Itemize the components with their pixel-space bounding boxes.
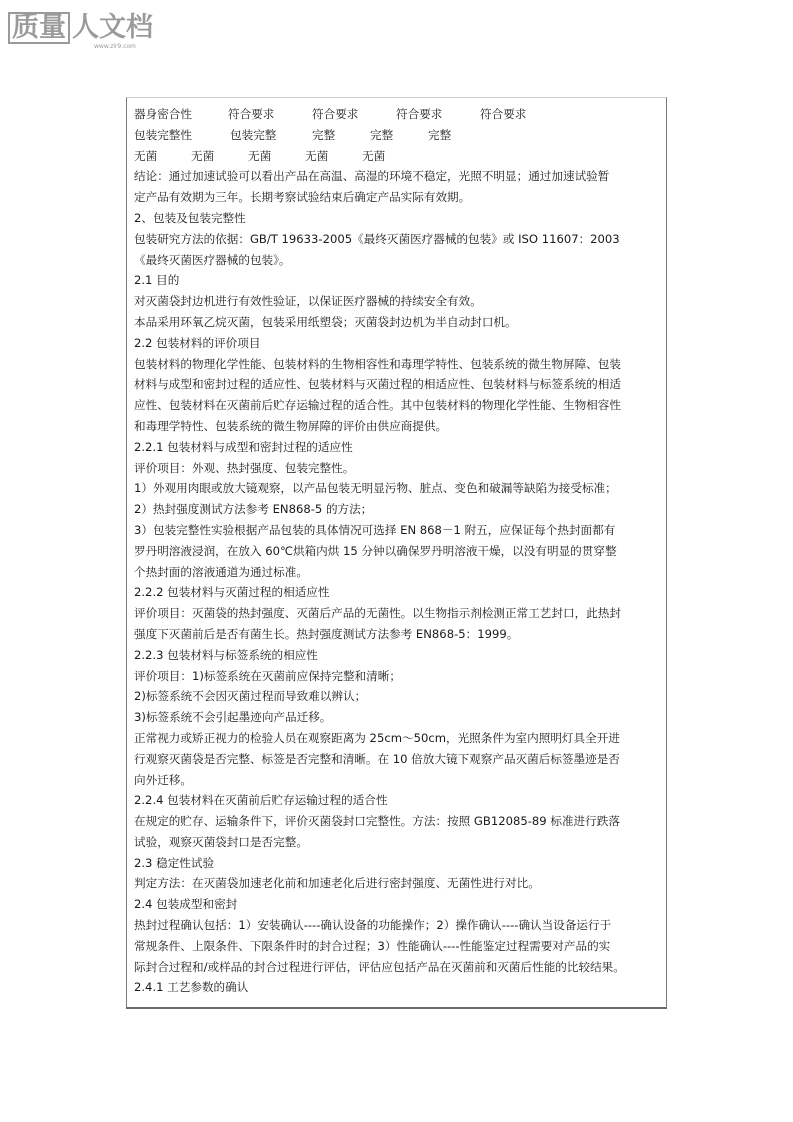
- text-line: 2.1 目的: [134, 273, 180, 288]
- table-cell: 完整: [370, 127, 394, 142]
- text-line: 2.2.2 包装材料与灭菌过程的相适应性: [134, 585, 330, 600]
- text-line: 评价项目：1)标签系统在灭菌前应保持完整和清晰；: [134, 668, 401, 683]
- text-line: 2、包装及包装完整性: [134, 210, 246, 225]
- table-cell: 无菌: [305, 148, 329, 163]
- table-row: [134, 104, 662, 125]
- text-line: 3)标签系统不会引起墨迹向产品迁移。: [134, 710, 332, 725]
- text-line: 在规定的贮存、运输条件下，评价灭菌袋封口完整性。方法：按照 GB12085-89 标准进行跌落: [134, 814, 620, 829]
- text-line: 2.3 稳定性试验: [134, 855, 215, 870]
- text-line: 结论：通过加速试验可以看出产品在高温、高湿的环境不稳定，光照不明显；通过加速试验暂: [134, 169, 610, 184]
- logo-box-text: 质量: [8, 12, 70, 44]
- table-row: [134, 125, 662, 146]
- table-cell: 完整: [312, 127, 336, 142]
- text-line: 1）外观用肉眼或放大镜观察，以产品包装无明显污物、脏点、变色和破漏等缺陷为接受标准；: [134, 481, 617, 496]
- text-line: 判定方法：在灭菌袋加速老化前和加速老化后进行密封强度、无菌性进行对比。: [134, 876, 540, 891]
- text-line: 2）热封强度测试方法参考 EN868-5 的方法；: [134, 502, 373, 517]
- text-line: 2.2.3 包装材料与标签系统的相应性: [134, 647, 318, 662]
- text-line: 个热封面的溶液通道为通过标准。: [134, 564, 308, 579]
- text-line: 2.4 包装成型和密封: [134, 897, 238, 912]
- text-line: 常规条件、上限条件、下限条件时的封合过程；3）性能确认----性能鉴定过程需要对产品的实: [134, 938, 611, 953]
- table-cell: 包装完整性: [134, 127, 192, 142]
- table-cell: 完整: [428, 127, 452, 142]
- table-cell: 符合要求: [312, 107, 359, 121]
- table-cell: 无菌: [362, 148, 386, 163]
- text-line: 《最终灭菌医疗器械的包装》。: [134, 252, 291, 267]
- text-line: 2.2 包装材料的评价项目: [134, 335, 261, 350]
- text-line: 正常视力或矫正视力的检验人员在观察距离为 25cm～50cm，光照条件为室内照明灯具全开进: [134, 730, 620, 745]
- text-line: 2.4.1 工艺参数的确认: [134, 980, 249, 995]
- table-cell: 符合要求: [228, 107, 275, 121]
- table-cell: 符合要求: [396, 107, 443, 121]
- text-line: 2.2.4 包装材料在灭菌前后贮存运输过程的适合性: [134, 793, 388, 808]
- text-line: 2)标签系统不会因灭菌过程而导致难以辨认；: [134, 689, 367, 704]
- text-line: 2.2.1 包装材料与成型和密封过程的适应性: [134, 439, 353, 454]
- table-row: [134, 146, 662, 167]
- text-line: 应性、包装材料在灭菌前后贮存运输过程的适合性。其中包装材料的物理化学性能、生物相容性: [134, 398, 621, 413]
- text-line: 包装材料的物理化学性能、包装材料的生物相容性和毒理学特性、包装系统的微生物屏障、包装: [134, 356, 621, 371]
- table-cell: 器身密合性: [134, 107, 192, 121]
- body-text: [134, 166, 662, 998]
- text-line: 对灭菌袋封边机进行有效性验证，以保证医疗器械的持续安全有效。: [134, 294, 482, 309]
- table-cell: 包装完整: [230, 127, 277, 142]
- text-line: 热封过程确认包括：1）安装确认----确认设备的功能操作；2）操作确认----确认当设备运行于: [134, 918, 612, 933]
- table-cell: 无菌: [248, 148, 272, 163]
- text-line: 包装研究方法的依据：GB/T 19633-2005《最终灭菌医疗器械的包装》或 ISO 11607：2003: [134, 231, 620, 246]
- text-line: 本品采用环氧乙烷灭菌，包装采用纸塑袋；灭菌袋封边机为半自动封口机。: [134, 314, 517, 329]
- logo-url: www.zlr9.com: [94, 43, 136, 50]
- text-line: 评价项目：灭菌袋的热封强度、灭菌后产品的无菌性。以生物指示剂检测正常工艺封口，此热封: [134, 606, 621, 621]
- text-line: 评价项目：外观、热封强度、包装完整性。: [134, 460, 355, 475]
- text-line: 3）包装完整性实验根据产品包装的具体情况可选择 EN 868－1 附五，应保证每个热封面都有: [134, 522, 616, 537]
- logo-text: 人文档: [72, 12, 153, 43]
- table-cell: 无菌: [134, 148, 158, 163]
- text-line: 向外迁移。: [134, 772, 192, 787]
- text-line: 罗丹明溶液浸润，在放入 60℃烘箱内烘 15 分钟以确保罗丹明溶液干燥，以没有明显的贯穿整: [134, 543, 617, 558]
- document-content: [134, 104, 662, 998]
- text-line: 试验，观察灭菌袋封口是否完整。: [134, 834, 308, 849]
- text-line: 强度下灭菌前后是否有菌生长。热封强度测试方法参考 EN868-5：1999。: [134, 626, 519, 641]
- text-line: 定产品有效期为三年。长期考察试验结束后确定产品实际有效期。: [134, 190, 471, 205]
- text-line: 和毒理学特性、包装系统的微生物屏障的评价由供应商提供。: [134, 418, 448, 433]
- text-line: 材料与成型和密封过程的适应性、包装材料与灭菌过程的相适应性、包装材料与标签系统的相适: [134, 377, 621, 392]
- table-cell: 无菌: [191, 148, 215, 163]
- text-line: 际封合过程和/或样品的封合过程进行评估，评估应包括产品在灭菌前和灭菌后性能的比较结果。: [134, 959, 625, 974]
- watermark-logo: [6, 10, 156, 50]
- table-cell: 符合要求: [480, 107, 527, 121]
- text-line: 行观察灭菌袋是否完整、标签是否完整和清晰。在 10 倍放大镜下观察产品灭菌后标签墨迹是否: [134, 751, 620, 766]
